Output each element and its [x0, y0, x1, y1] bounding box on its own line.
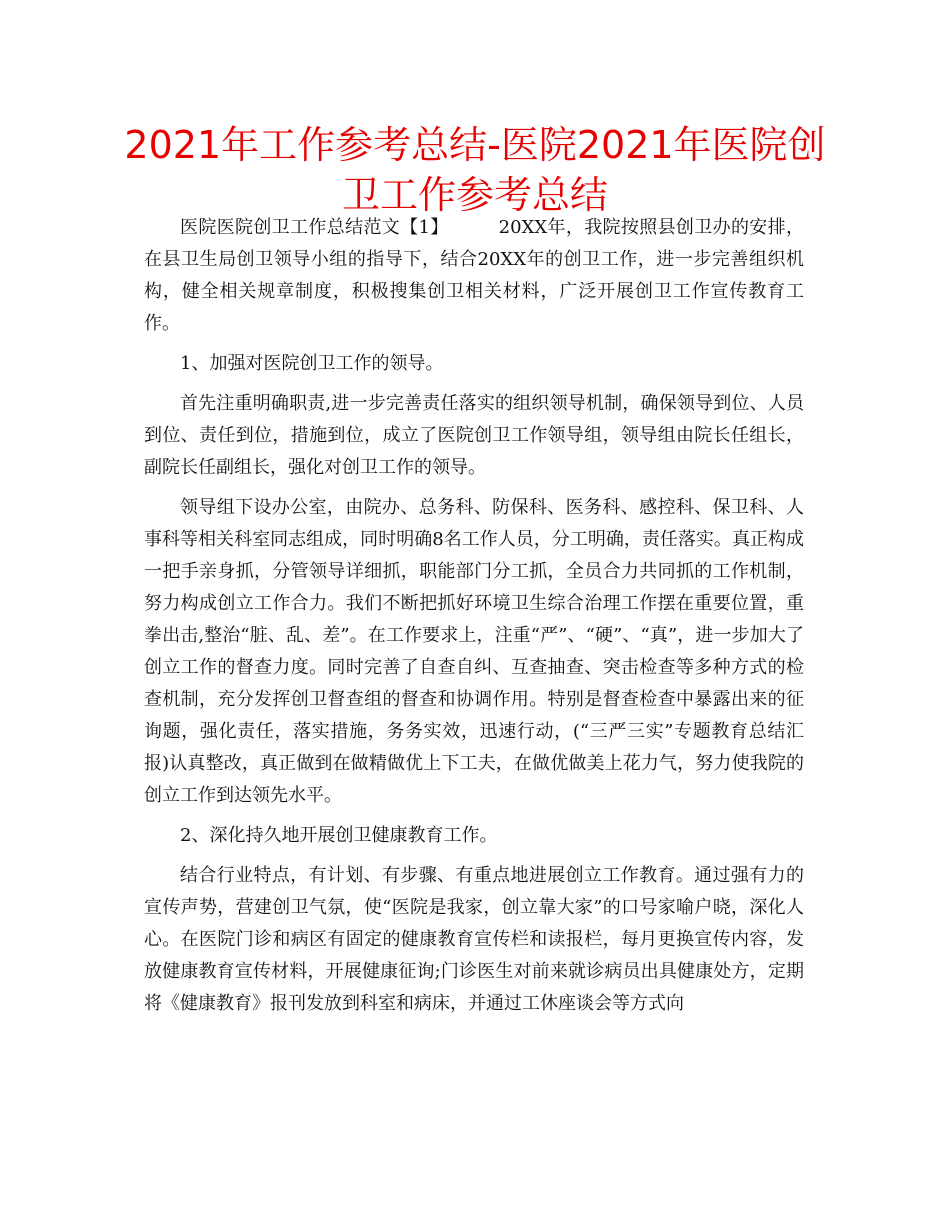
paragraph: 首先注重明确职责,进一步完善责任落实的组织领导机制，确保领导到位、人员到位、责任到位，措施到位，成立了医院创卫工作领导组，领导组由院长任组长，副院长任副组长，强化对创卫工作的领导。	[144, 393, 804, 478]
paragraph-lead: 医院医院创卫工作总结范文【1】	[180, 217, 449, 238]
paragraph: 领导组下设办公室，由院办、总务科、防保科、医务科、感控科、保卫科、人事科等相关科室同志组成，同时明确8名工作人员，分工明确，责任落实。真正构成一把手亲身抓，分管领导详细抓，职能部门分工抓，全员合力共同抓的工作机制，努力构成创立工作合力。我们不断把抓好环境卫生综合治理工作摆在重要位置，重拳出击,整治“脏、乱、差”。在工作要求上，注重“严”、“硬”、“真”，进一步加大了创立工作的督查力度。同时完善了自查自纠、互查抽查、突击检查等多种方式的检查机制，充分发挥创卫督查组的督查和协调作用。特别是督查检查中暴露出来的征询题，强化责任，落实措施，务务实效，迅速行动，(“三严三实”专题教育总结汇报)认真整改，真正做到在做精做优上下工夫，在做优做美上花力气，努力使我院的创立工作到达领先水平。	[144, 497, 804, 806]
paragraph-intro	[144, 212, 804, 340]
paragraph: 结合行业特点，有计划、有步骤、有重点地进展创立工作教育。通过强有力的宣传声势，营建创卫气氛，使“医院是我家，创立靠大家”的口号家喻户晓，深化人心。在医院门诊和病区有固定的健康教育宣传栏和读报栏，每月更换宣传内容，发放健康教育宣传材料，开展健康征询;门诊医生对前来就诊病员出具健康处方，定期将《健康教育》报刊发放到科室和病床，并通过工休座谈会等方式向	[144, 865, 804, 1014]
document-title: 2021年工作参考总结-医院2021年医院创卫工作参考总结	[124, 123, 826, 217]
paragraph-text: 20XX年，我院按照县创卫办的安排，在县卫生局创卫领导小组的指导下，结合20XX年的创卫工作，进一步完善组织机构，健全相关规章制度，积极搜集创卫相关材料，广泛开展创卫工作宣传教育工作。	[144, 217, 804, 334]
section-heading-1: 1、加强对医院创卫工作的领导。	[180, 353, 444, 374]
section-heading-2: 2、深化持久地开展创卫健康教育工作。	[180, 825, 498, 846]
document-body	[144, 212, 804, 1028]
